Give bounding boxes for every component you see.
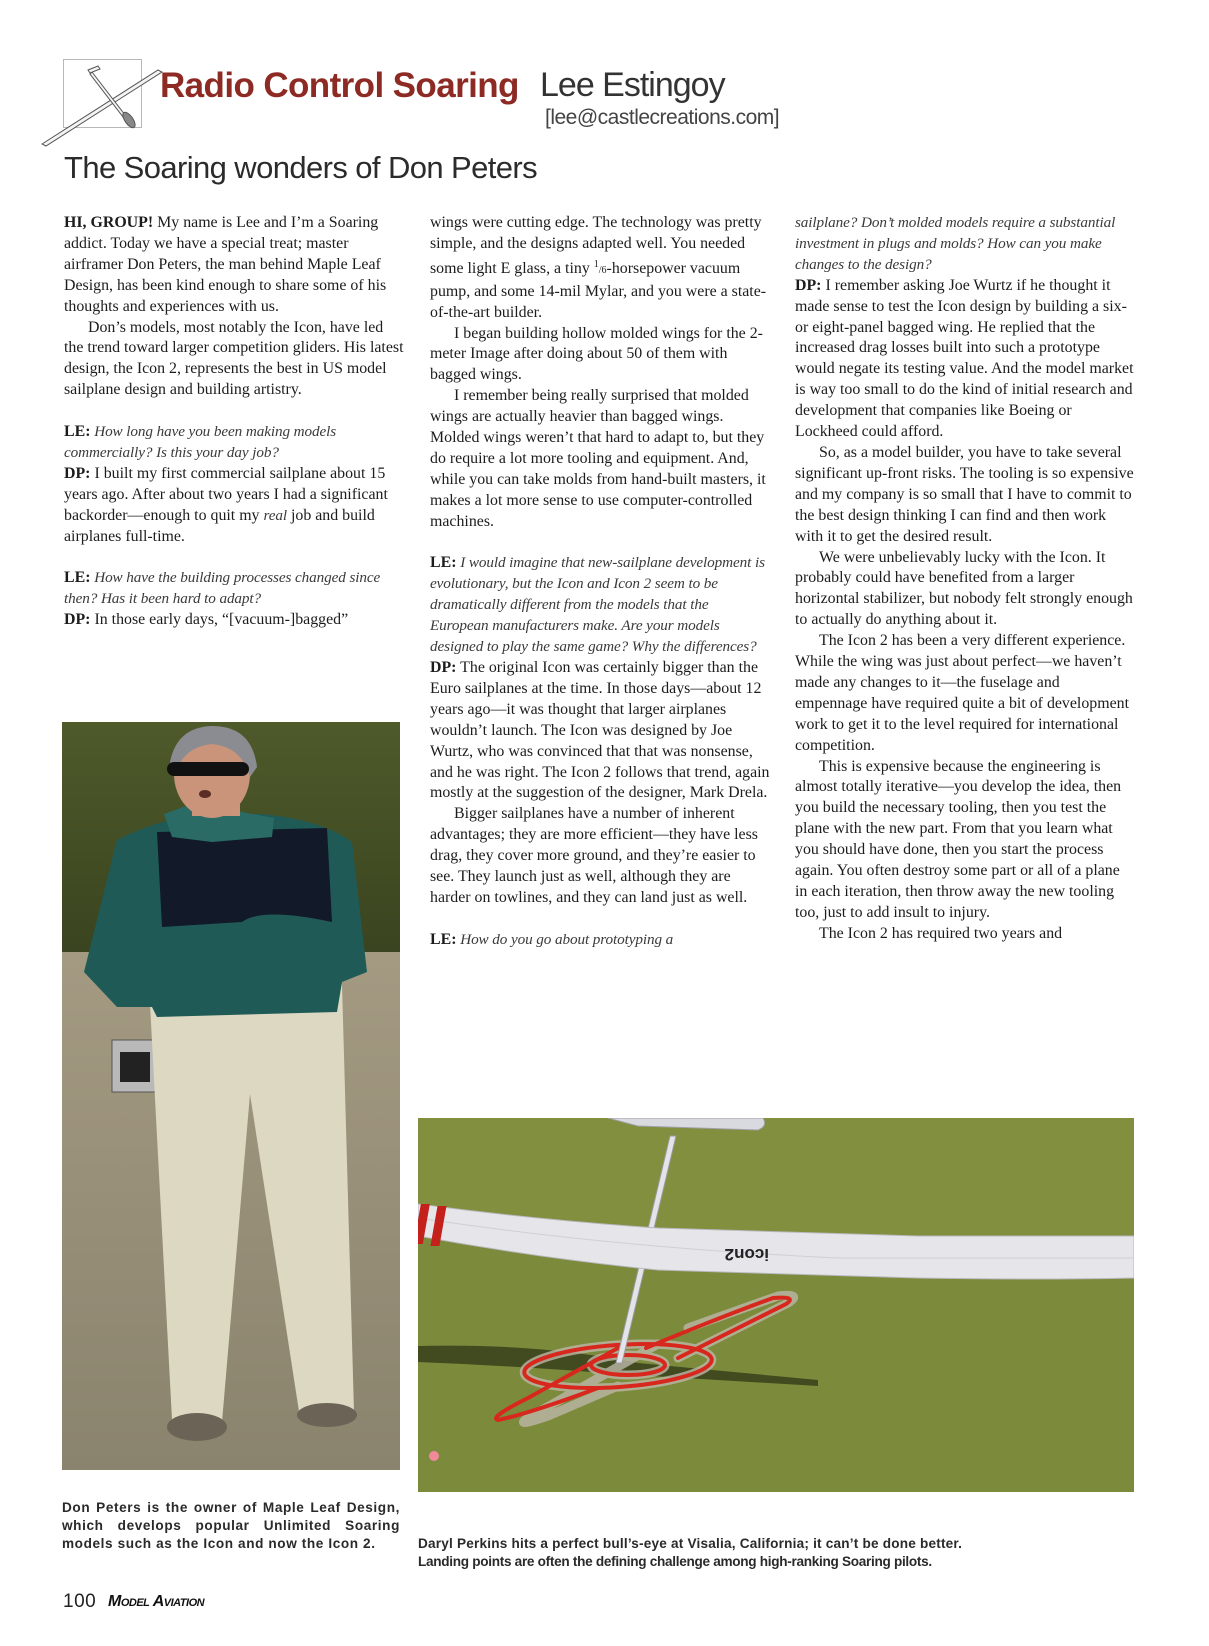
interview-answer <box>795 276 1135 443</box>
paragraph: So, as a model builder, you have to take several significant up-front risks. The tooling is so expensive and my company is so small that I have to commit to the best design thinking I can find and then work with it to get the desired result. <box>795 443 1134 545</box>
article-column-1 <box>64 213 404 631</box>
wing-lettering: icon2 <box>724 1245 769 1264</box>
paragraph: The Icon 2 has required two years and <box>819 924 1063 942</box>
paragraph: Don’s models, most notably the Icon, have led the trend toward larger competition gliders. His latest design, the Icon 2, represents the best in US model sailplane design and building artistry. <box>64 318 404 399</box>
interview-question <box>64 568 404 610</box>
photo-don-peters <box>62 722 400 1470</box>
question-text: How do you go about prototyping a <box>456 930 674 948</box>
interview-answer <box>430 658 770 804</box>
paragraph: Bigger sailplanes have a number of inherent advantages; they are more efficient—they have less drag, they cover more ground, and they’re easier to see. They launch just as well, although they are harder on towlines, and they can land just as well. <box>430 805 758 906</box>
answer-text: The original Icon was certainly bigger than the Euro sailplanes at the time. In those days—about 12 years ago—it was thought that larger airplanes wouldn’t launch. The Icon was designed by Joe Wurtz, who was convinced that that was nonsense, and he was right. The Icon 2 follows that trend, again mostly at the suggestion of the designer, Mark Drela. <box>430 659 770 802</box>
paragraph: This is expensive because the engineering is almost totally iterative—you develop the idea, then you build the necessary tooling, then you test the plane with the new part. From that you learn what you should have done, then you start the process again. You often destroy some part or all of a plane in each iteration, then throw away the new tooling too, just to add insult to injury. <box>795 757 1122 921</box>
transmitter-case <box>112 1040 158 1092</box>
paragraph-text: -horsepower vacuum pump, and some 14-mil Mylar, and you were a state-of-the-art builder. <box>430 259 767 321</box>
article-column-2 <box>430 213 770 951</box>
paragraph: I began building hollow molded wings for the 2-meter Image after doing about 50 of them with bagged wings. <box>430 324 763 384</box>
interview-question <box>430 553 770 658</box>
speaker-label: LE: <box>430 554 457 572</box>
paragraph: The Icon 2 has been a very different experience. While the wing was just about perfect—we haven’t made any changes to it—the fuselage and empennage have required quite a bit of development work to get it to the level required for international competition. <box>795 632 1130 754</box>
caption-line: Landing points are often the defining challenge among high-ranking Soaring pilots. <box>418 1554 932 1569</box>
author-email[interactable]: [lee@castlecreations.com] <box>545 106 780 129</box>
article-column-3 <box>795 213 1135 945</box>
emphasis: real <box>263 506 287 524</box>
interview-answer <box>64 610 404 631</box>
fraction-denominator: /6 <box>598 264 607 276</box>
photo-bullseye-landing <box>418 1118 1134 1492</box>
paragraph: We were unbelievably lucky with the Icon. It probably could have benefited from a larger horizontal stabilizer, but nobody felt strongly enough to actually do anything about it. <box>795 548 1133 629</box>
paragraph <box>430 213 770 324</box>
intro-lead: HI, GROUP! <box>64 214 154 231</box>
speaker-label: LE: <box>64 569 91 587</box>
speaker-label: DP: <box>64 611 91 629</box>
answer-text: In those early days, “[vacuum-]bagged” <box>90 611 349 629</box>
question-text: How have the building processes changed since then? Has it been hard to adapt? <box>64 569 381 608</box>
speaker-label: DP: <box>430 659 457 677</box>
answer-text: I remember asking Joe Wurtz if he thought it made sense to test the Icon design by building a six- or eight-panel bagged wing. He replied that the increased drag losses built into such a prototype would negate its testing value. And the model market is way too small to do the kind of initial research and development that companies like Boeing or Lockheed could afford. <box>795 276 1134 441</box>
intro-text: My name is Lee and I’m a Soaring addict. Today we have a special treat; master airframer Don Peters, the man behind Maple Leaf Design, has been kind enough to share some of his thoughts and experiences with us. <box>64 214 387 315</box>
magazine-name: Model Aviation <box>108 1593 205 1610</box>
interview-question <box>430 930 770 951</box>
photo-bullseye-illustration <box>418 1118 1134 1492</box>
article-title: The Soaring wonders of Don Peters <box>64 150 538 185</box>
photo-don-peters-illustration <box>62 722 400 1470</box>
paragraph: I remember being really surprised that molded wings are actually heavier than bagged wings. Molded wings weren’t that hard to adapt to, but they do require a lot more tooling and equipment. And, while you can take molds from hand-built masters, it makes a lot more sense to use computer-controlled machines. <box>430 387 766 530</box>
speaker-label: LE: <box>64 423 91 441</box>
speaker-label: DP: <box>64 464 91 482</box>
intro-paragraph <box>64 213 404 318</box>
question-text: sailplane? Don’t molded models require a substantial investment in plugs and molds? How can you make changes to the design? <box>795 214 1116 273</box>
speaker-label: LE: <box>430 930 457 948</box>
question-text: I would imagine that new-sailplane development is evolutionary, but the Icon and Icon 2 seem to be dramatically different from the models that the European manufacturers make. Are your models designed to play the same game? Why the differences? <box>430 554 765 656</box>
answer-text: job and build airplanes full-time. <box>64 506 375 545</box>
interview-question-continued <box>795 213 1135 276</box>
author-name: Lee Estingoy <box>540 66 725 104</box>
paragraph-text: wings were cutting edge. The technology was pretty simple, and the designs adapted well. You needed some light E glass, a tiny <box>430 214 762 277</box>
fraction-numerator: 1 <box>593 258 599 270</box>
question-text: How long have you been making models commercially? Is this your day job? <box>64 423 337 461</box>
page-number: 100 <box>63 1591 97 1612</box>
speaker-label: DP: <box>795 276 822 294</box>
photo-caption-right <box>418 1535 1138 1571</box>
answer-text: I built my first commercial sailplane about 15 years ago. After about two years I had a significant backorder—enough to quit my <box>64 464 388 524</box>
ground-marker <box>429 1451 439 1461</box>
column-title: Radio Control Soaring <box>160 66 519 105</box>
caption-line: Daryl Perkins hits a perfect bull’s-eye at Visalia, California; it can’t be done better. <box>418 1536 963 1551</box>
photo-caption-left: Don Peters is the owner of Maple Leaf Design, which develops popular Unlimited Soaring models such as the Icon and now the Icon 2. <box>62 1500 400 1551</box>
interview-question <box>64 422 404 464</box>
interview-answer <box>64 464 404 548</box>
